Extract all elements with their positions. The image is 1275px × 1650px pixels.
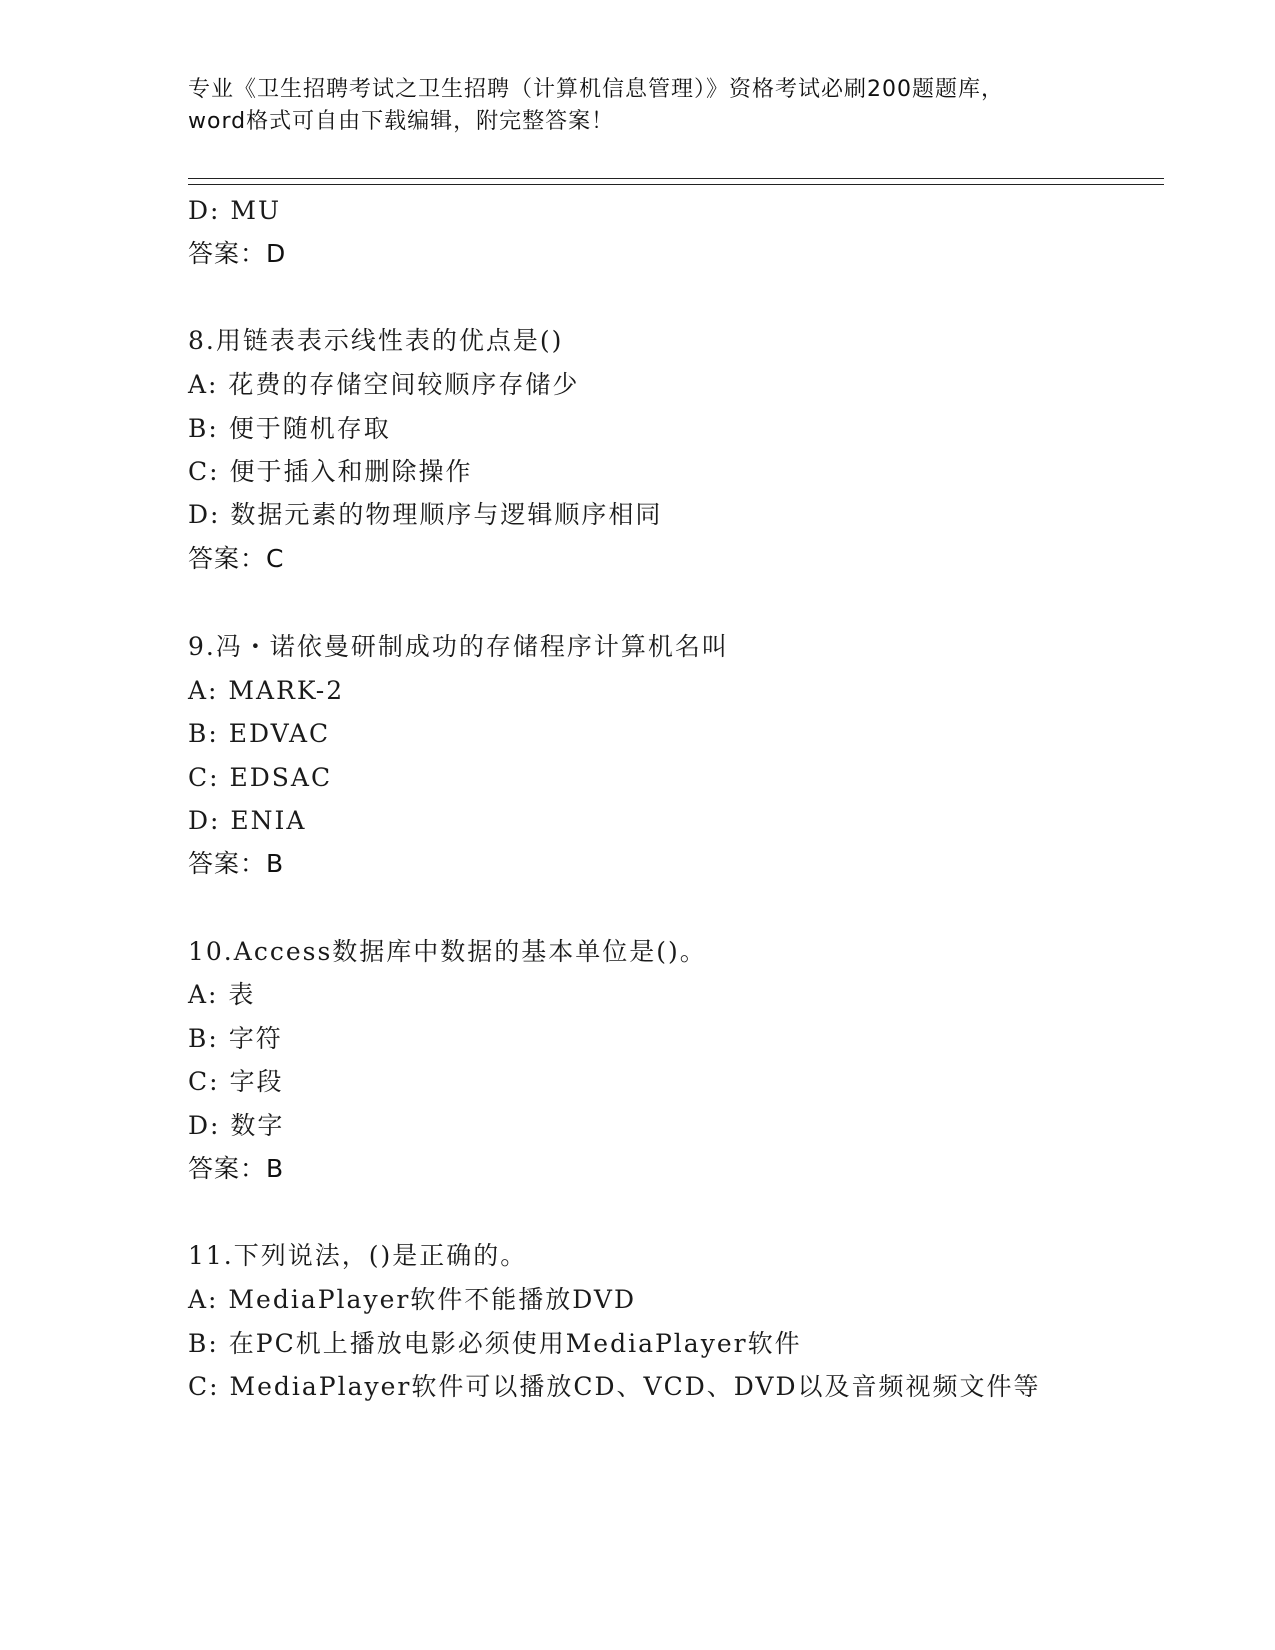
option-line: D: ENIA <box>188 806 307 835</box>
option-line: B: EDVAC <box>188 719 331 748</box>
question-line: 11.下列说法，()是正确的。 <box>188 1241 528 1270</box>
question-line: 10.Access数据库中数据的基本单位是()。 <box>188 937 707 966</box>
option-line: A: 花费的存储空间较顺序存储少 <box>188 370 580 399</box>
option-line: D: 数据元素的物理顺序与逻辑顺序相同 <box>188 500 663 529</box>
answer-line: 答案：B <box>188 1154 285 1183</box>
option-line: D: 数字 <box>188 1111 285 1140</box>
answer-line: 答案：B <box>188 849 285 878</box>
option-line: D: MU <box>188 196 282 225</box>
option-line: C: 字段 <box>188 1067 284 1096</box>
option-line: C: MediaPlayer软件可以播放CD、VCD、DVD以及音频视频文件等 <box>188 1372 1041 1401</box>
option-line: C: EDSAC <box>188 763 333 792</box>
question-line: 8.用链表表示线性表的优点是() <box>188 326 564 355</box>
question-line: 9.冯・诺依曼研制成功的存储程序计算机名叫 <box>188 632 729 661</box>
option-line: A: MediaPlayer软件不能播放DVD <box>188 1285 637 1314</box>
option-line: B: 便于随机存取 <box>188 414 391 443</box>
option-line: A: MARK-2 <box>188 676 345 705</box>
answer-line: 答案：D <box>188 239 287 268</box>
answer-line: 答案：C <box>188 544 285 573</box>
option-line: B: 在PC机上播放电影必须使用MediaPlayer软件 <box>188 1329 802 1358</box>
header-title-line-2: word格式可自由下载编辑，附完整答案！ <box>188 109 615 134</box>
header-title-line-1: 专业《卫生招聘考试之卫生招聘（计算机信息管理）》资格考试必刷200题题库， <box>188 77 1004 102</box>
page-header <box>188 74 1088 138</box>
option-line: B: 字符 <box>188 1024 283 1053</box>
header-divider-bottom <box>188 184 1164 185</box>
option-line: C: 便于插入和删除操作 <box>188 457 473 486</box>
header-divider-top <box>188 178 1164 179</box>
option-line: A: 表 <box>188 980 256 1009</box>
